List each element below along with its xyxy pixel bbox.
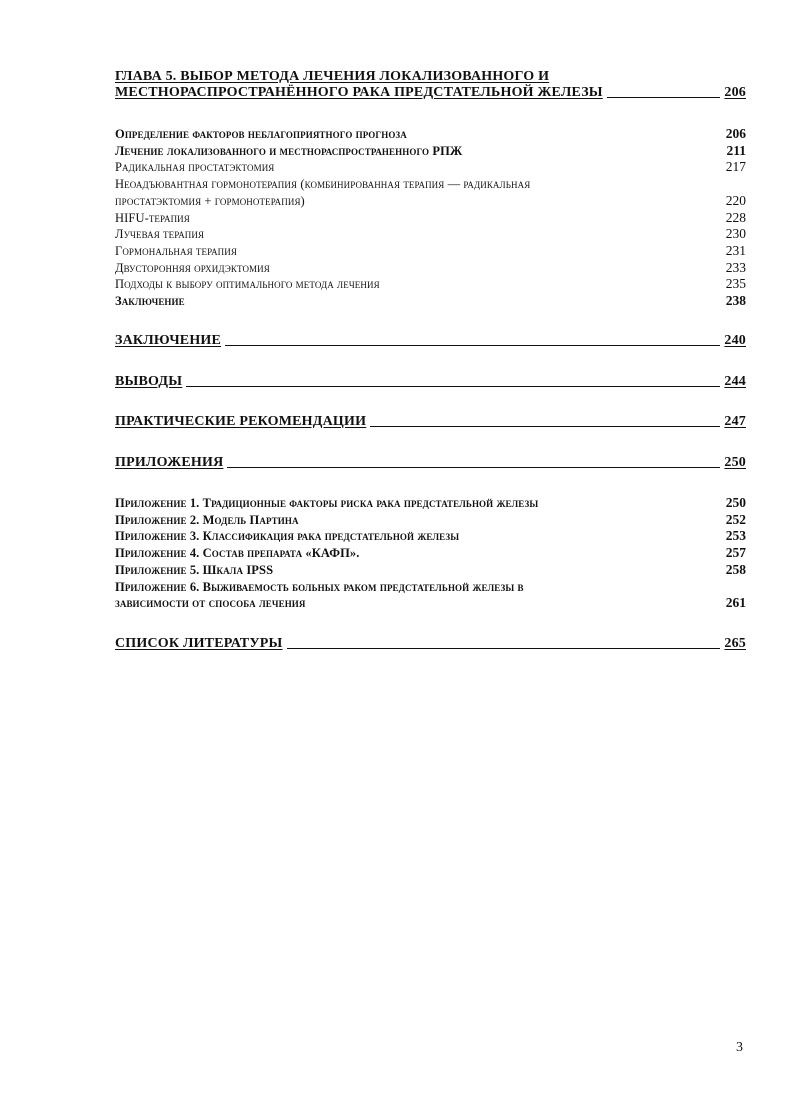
toc-item (115, 176, 746, 193)
toc-item-text: Определение факторов неблагоприятного прогноза (115, 127, 407, 141)
toc-item-text: Лучевая терапия (115, 227, 205, 242)
toc-item-text: Приложение 1. Традиционные факторы риска рака предстательной железы (115, 496, 539, 510)
toc-item (115, 243, 746, 260)
toc-recommendations (115, 414, 746, 430)
toc-conclusion (115, 333, 746, 349)
toc-item (115, 293, 746, 310)
toc-item (115, 210, 746, 227)
toc-item-text: Приложение 6. Выживаемость больных раком предстательной железы в (115, 579, 524, 594)
toc-item-text: Неоадъювантная гормонотерапия (комбинированная терапия — радикальная (115, 177, 531, 192)
toc-item (115, 545, 746, 562)
toc-appendices (115, 455, 746, 471)
toc-item (115, 260, 746, 277)
toc-item (115, 276, 746, 293)
recommendations-page: 247 (724, 414, 746, 429)
conclusion-page: 240 (724, 333, 746, 348)
toc-item-page: 261 (725, 595, 746, 611)
chapter5-title-line2: МЕСТНОРАСПРОСТРАНЁННОГО РАКА ПРЕДСТАТЕЛЬНОЙ ЖЕЛЕЗЫ (115, 85, 603, 100)
chapter5-title-line1: ГЛАВА 5. ВЫБОР МЕТОДА ЛЕЧЕНИЯ ЛОКАЛИЗОВАННОГО И (115, 69, 550, 84)
toc-item (115, 159, 746, 176)
toc-item-page: 206 (725, 126, 746, 141)
toc-item (115, 143, 746, 160)
toc-item (115, 512, 746, 529)
conclusion-title: ЗАКЛЮЧЕНИЕ (115, 333, 222, 348)
findings-page: 244 (724, 374, 746, 389)
toc-item-text-cont: зависимости от способа лечения (115, 596, 306, 611)
references-title: СПИСОК ЛИТЕРАТУРЫ (115, 636, 283, 651)
toc-item (115, 528, 746, 545)
toc-item (115, 495, 746, 512)
toc-chapter5-heading (115, 69, 746, 101)
toc-item (115, 579, 746, 596)
toc-item-page: 257 (725, 545, 746, 561)
leader-rule (607, 96, 721, 98)
toc-item (115, 126, 746, 143)
toc-item-text: Двусторонняя орхидэктомия (115, 260, 270, 275)
toc-references (115, 636, 746, 652)
toc-item-page: 253 (725, 528, 746, 544)
toc-item-text: Приложение 5. Шкала IPSS (115, 562, 274, 577)
toc-item (115, 226, 746, 243)
toc-item-page: 217 (725, 159, 746, 175)
leader-rule (225, 344, 720, 346)
toc-item-page: 250 (725, 495, 746, 510)
appendices-title: ПРИЛОЖЕНИЯ (115, 455, 224, 470)
toc-item-page: 238 (725, 293, 746, 309)
toc-item-page: 211 (726, 142, 746, 158)
toc-findings (115, 374, 746, 390)
toc-item-text-cont: простатэктомия + гормонотерапия) (115, 193, 305, 208)
toc-item-page: 233 (725, 259, 746, 275)
toc-item-text: Приложение 4. Состав препарата «КАФП». (115, 546, 360, 561)
recommendations-title: ПРАКТИЧЕСКИЕ РЕКОМЕНДАЦИИ (115, 414, 367, 429)
references-page: 265 (724, 636, 746, 651)
leader-rule (287, 647, 721, 649)
toc-item-text: Гормональная терапия (115, 243, 237, 258)
toc-item-page: 228 (725, 209, 746, 225)
toc-item-page: 231 (725, 242, 746, 258)
leader-rule (186, 385, 720, 387)
toc-item (115, 562, 746, 579)
appendices-page: 250 (724, 455, 746, 470)
toc-item-text: Заключение (115, 294, 185, 309)
toc-item-text: Лечение локализованного и местнораспространенного РПЖ (115, 143, 463, 158)
toc-item-page: 230 (725, 226, 746, 242)
toc-appendix-items (115, 495, 746, 612)
page-number: 3 (736, 1040, 743, 1055)
toc-item-page: 252 (725, 511, 746, 527)
findings-title: ВЫВОДЫ (115, 374, 183, 389)
toc-item (115, 193, 746, 210)
toc-item-text: Радикальная простатэктомия (115, 160, 275, 175)
toc-chapter5-items (115, 126, 746, 310)
chapter5-page: 206 (724, 85, 746, 100)
toc-item-text: Подходы к выбору оптимального метода лечения (115, 277, 380, 292)
toc-item-text: Приложение 3. Классификация рака предстательной железы (115, 529, 460, 544)
toc-item-page: 235 (725, 276, 746, 292)
toc-item (115, 595, 746, 612)
toc-item-text: Приложение 2. Модель Партина (115, 512, 299, 527)
leader-rule (370, 425, 720, 427)
leader-rule (227, 466, 720, 468)
toc-item-page: 258 (725, 561, 746, 577)
toc-item-text: HIFU-терапия (115, 210, 190, 225)
toc-item-page: 220 (725, 192, 746, 208)
